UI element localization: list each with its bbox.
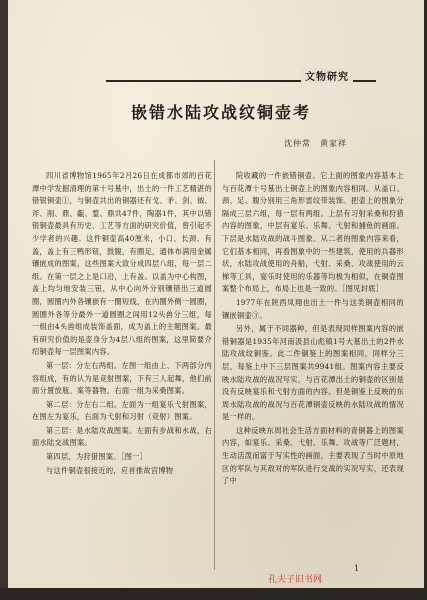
right-column (222, 170, 404, 489)
paragraph: 与这件铜壶很接近的，应首推故宫博物 (46, 465, 174, 475)
article-authors: 沈仲常 黄家祥 (284, 139, 347, 148)
left-column (32, 170, 212, 478)
page-number: 1 (354, 564, 360, 573)
article-title: 嵌错水陆攻战纹铜壶考 (130, 103, 311, 122)
paragraph: 这种反映东周社会生活方面材料的青铜器上的图案内容，如宴乐、采桑、弋射、乐舞、攻战等广泛题材，生动活泼而富于写实性的画面，主要表现了当时中原地区的军队与其敌对的军队进行交战的实况写实，还表现了中 (222, 425, 404, 486)
paragraph: 院收藏的一件嵌错铜壶。它上面的图象内容基本上与百花潭十号墓出土铜壶上的图象内容相同。从盖口、颈、足、腹分别用三角形雷纹带装饰。把壶上的图象分隔成三层六组，每一层有两组。上层有习射采桑和狩猎内容的图象，中层有宴乐、乐舞、弋射和捕鱼的画面。下层是水陆攻战的战斗图象。从二者的图象内容来看，它们基本相同，再看图象中的一些建筑，使用的兵器形状，水陆攻战使用的舟船，弋射、采桑、攻战使用的云梯等工具，宴乐时使用的乐器等均极为相似，在铜壶图案整个布局上，布局上也是一致的。［图见封底］ (222, 171, 404, 294)
paragraph: 另外，属于不同器种，但是表现同样图案内容的嵌错铜器是1935年河南汲县山彪镇1号大墓出土的2件水陆攻战纹铜鉴。此二件铜鉴上的图案相同，同样分三层，每鉴上中下三层图案共9941组。图案内容主要反映水陆攻战的战况写实，与百花潭出土的铜壶的区别是没有反映宴乐和弋射方面的内容。但是铜鉴上反映的东周水陆攻战的战况与百花潭铜壶反映的水陆攻战的情况是一样的。 (222, 324, 404, 422)
paragraph: 第一层：分左右两组。左图一组由上、下两部分内容组成，有的认为是竞射图案，下有三人起舞，他们前面分置放瓶、案等器物。右面一组为采桑图案。 (32, 360, 212, 396)
paragraph: 第三层：是水陆攻战图案。左面有步战和水战，右面水陆交战图案。 (32, 425, 212, 448)
scan-edge-bottom (0, 588, 427, 600)
paragraph: 四川省博物馆1965年2月26日在成都市郊的百花潭中学发掘清理的第十号墓中，出土的一件工艺精湛的错银铜壶①，与铜壶共出的铜器还有戈、矛、剑、钺、斧、削、鼎、甗、鍪、鼎共47件，陶器1件，其中以错银铜壶最具有历史、工艺等方面的研究价值，曾引起不少学者的兴趣。这件铜壶高40厘米，小口、长颈、有盖，盖上有三鸭形钮，鼓腹，有圈足，通体布满用金属镶嵌成的图案，这些图案大致分成四层八组，每一层二组。在第一层之上是口沿，上有盖。以盖为中心构图，盖上均匀地安装三钮，从中心向外分别镶错出三道圆圈，圆圈内外各镶嵌有一圈短线，在内圈外侧一圆圈，圆圈外各等分最外一道圆圈之间用12头兽分三组，每一组由4头兽组成装饰盖面，成为盖上的主题图案。最有研究价值的是壶身分为4层八组的图案，这里简要介绍铜壶每一层图案内容。 (32, 171, 212, 357)
column-divider (214, 160, 215, 570)
watermark: 孔夫子旧书网 (268, 575, 323, 585)
paragraph: 第四层，为狩猎图案。［图一］ (46, 452, 148, 462)
document-page (8, 0, 424, 590)
section-label: 文物研究 (301, 68, 353, 83)
paragraph: 1977年在陕西凤翔也出土一件与这类铜壶相同的镶嵌铜壶③。 (222, 297, 404, 320)
paragraph: 第二层：分左右二组。左面为一组宴乐弋射图案，在图左为宴乐，右面为弋射和习射（竞射）图案。 (32, 399, 212, 422)
